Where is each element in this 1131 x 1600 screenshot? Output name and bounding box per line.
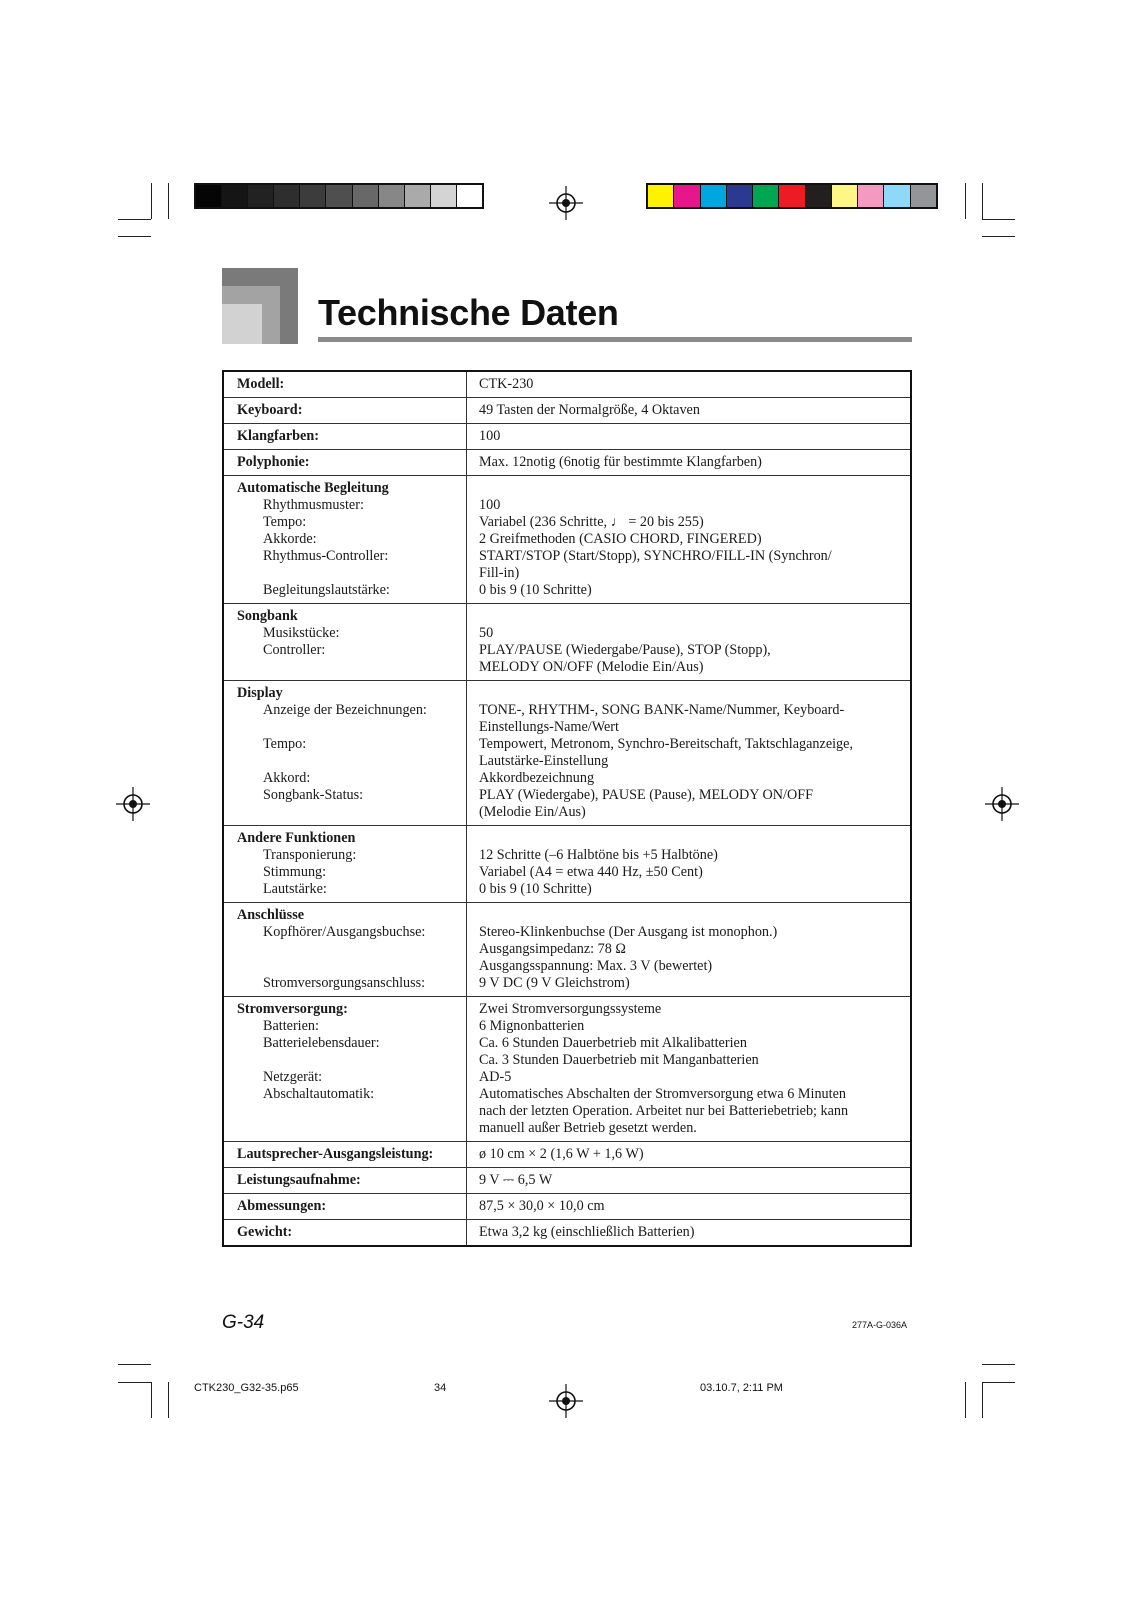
spec-sublabel: Tempo:	[263, 514, 307, 530]
spec-value-cell	[467, 450, 912, 476]
spec-category: Abmessungen:	[237, 1198, 327, 1214]
spec-value: (Melodie Ein/Aus)	[479, 804, 586, 820]
spec-value-cell	[467, 604, 912, 681]
spec-category: Gewicht:	[237, 1224, 293, 1240]
spec-value-cell	[467, 1168, 912, 1194]
spec-value: Variabel (A4 = etwa 440 Hz, ±50 Cent)	[479, 864, 703, 880]
table-row	[223, 450, 911, 476]
spec-value: Ca. 3 Stunden Dauerbetrieb mit Manganbatterien	[479, 1052, 759, 1068]
spec-label-cell	[223, 1194, 467, 1220]
spec-sublabel: Musikstücke:	[263, 625, 340, 641]
spec-value: 2 Greifmethoden (CASIO CHORD, FINGERED)	[479, 531, 762, 547]
color-swatch	[673, 185, 699, 207]
spec-value: Ca. 6 Stunden Dauerbetrieb mit Alkalibatterien	[479, 1035, 747, 1051]
spec-value	[479, 830, 904, 847]
spec-value	[479, 907, 904, 924]
spec-value: 100	[479, 497, 501, 513]
color-swatch	[752, 185, 778, 207]
spec-sublabel: Akkord:	[263, 770, 311, 786]
spec-category: Songbank	[237, 608, 298, 624]
table-row	[223, 604, 911, 681]
spec-value: Automatisches Abschalten der Stromversorgung etwa 6 Minuten	[479, 1086, 846, 1102]
color-swatch	[700, 185, 726, 207]
spec-sublabel: Kopfhörer/Ausgangsbuchse:	[263, 924, 426, 940]
spec-value: ø 10 cm × 2 (1,6 W + 1,6 W)	[479, 1146, 644, 1162]
spec-value: Stereo-Klinkenbuchse (Der Ausgang ist monophon.)	[479, 924, 778, 940]
slug-date: 03.10.7, 2:11 PM	[700, 1382, 783, 1394]
spec-sublabel: Batterielebensdauer:	[263, 1035, 380, 1051]
color-bar	[646, 183, 938, 209]
spec-category: Anschlüsse	[237, 907, 305, 923]
color-swatch	[857, 185, 883, 207]
color-swatch	[726, 185, 752, 207]
page-number: G-34	[222, 1312, 265, 1333]
spec-sublabel	[237, 719, 460, 736]
spec-sublabel: Abschaltautomatik:	[263, 1086, 375, 1102]
spec-category: Automatische Begleitung	[237, 480, 389, 496]
spec-category: Andere Funktionen	[237, 830, 356, 846]
registration-mark-icon	[116, 787, 150, 821]
spec-value: Max. 12notig (6notig für bestimmte Klangfarben)	[479, 454, 762, 470]
color-swatch	[910, 185, 936, 207]
table-row	[223, 681, 911, 826]
spec-category: Lautsprecher-Ausgangsleistung:	[237, 1146, 434, 1162]
slug-filename: CTK230_G32-35.p65	[194, 1382, 299, 1394]
color-swatch	[831, 185, 857, 207]
spec-label-cell	[223, 450, 467, 476]
spec-value: AD-5	[479, 1069, 512, 1085]
spec-label-cell	[223, 424, 467, 450]
table-row	[223, 1168, 911, 1194]
table-row	[223, 371, 911, 398]
spec-value: Tempowert, Metronom, Synchro-Bereitschaft, Taktschlaganzeige,	[479, 736, 853, 752]
spec-value: Etwa 3,2 kg (einschließlich Batterien)	[479, 1224, 695, 1240]
color-swatch	[883, 185, 909, 207]
spec-value: 9 V ⎓ 6,5 W	[479, 1172, 553, 1188]
spec-sublabel: Begleitungslautstärke:	[263, 582, 390, 598]
grayscale-swatch	[430, 185, 456, 207]
spec-sublabel: Transponierung:	[263, 847, 357, 863]
spec-label-cell	[223, 476, 467, 604]
spec-sublabel: Akkorde:	[263, 531, 317, 547]
grayscale-swatch	[456, 185, 482, 207]
spec-sublabel: Lautstärke:	[263, 881, 327, 897]
spec-value-cell	[467, 371, 912, 398]
spec-value-cell	[467, 1194, 912, 1220]
spec-category: Polyphonie:	[237, 454, 310, 470]
spec-sublabel: Stromversorgungsanschluss:	[263, 975, 426, 991]
spec-sublabel: Stimmung:	[263, 864, 327, 880]
grayscale-swatch	[247, 185, 273, 207]
spec-value	[479, 480, 904, 497]
spec-value: Ausgangsimpedanz: 78 Ω	[479, 941, 626, 957]
table-row	[223, 997, 911, 1142]
spec-value-cell	[467, 424, 912, 450]
spec-value: Ausgangsspannung: Max. 3 V (bewertet)	[479, 958, 713, 974]
spec-sublabel: Tempo:	[263, 736, 307, 752]
grayscale-bar	[194, 183, 484, 209]
spec-label-cell	[223, 903, 467, 997]
spec-value: PLAY/PAUSE (Wiedergabe/Pause), STOP (Stopp),	[479, 642, 771, 658]
spec-value-cell	[467, 826, 912, 903]
spec-value-cell	[467, 1220, 912, 1247]
document-code: 277A-G-036A	[852, 1320, 908, 1330]
grayscale-swatch	[221, 185, 247, 207]
title-underline	[318, 337, 912, 342]
registration-mark-icon	[549, 186, 583, 220]
spec-label-cell	[223, 997, 467, 1142]
spec-value: START/STOP (Start/Stopp), SYNCHRO/FILL-IN (Synchron/	[479, 548, 832, 564]
spec-category: Leistungsaufnahme:	[237, 1172, 361, 1188]
spec-value	[479, 685, 904, 702]
table-row	[223, 903, 911, 997]
grayscale-swatch	[325, 185, 351, 207]
spec-sublabel: Netzgerät:	[263, 1069, 323, 1085]
spec-value: Lautstärke-Einstellung	[479, 753, 609, 769]
grayscale-swatch	[196, 185, 221, 207]
table-row	[223, 1194, 911, 1220]
spec-sublabel: Rhythmusmuster:	[263, 497, 364, 513]
spec-sublabel: Batterien:	[263, 1018, 319, 1034]
spec-sublabel: Rhythmus-Controller:	[263, 548, 389, 564]
spec-value: Akkordbezeichnung	[479, 770, 595, 786]
spec-value: nach der letzten Operation. Arbeitet nur bei Batteriebetrieb; kann	[479, 1103, 849, 1119]
spec-value: Einstellungs-Name/Wert	[479, 719, 619, 735]
spec-sublabel	[237, 941, 460, 958]
spec-sublabel: Anzeige der Bezeichnungen:	[263, 702, 427, 718]
spec-value: 0 bis 9 (10 Schritte)	[479, 582, 592, 598]
spec-value: CTK-230	[479, 376, 534, 392]
color-swatch	[778, 185, 804, 207]
table-row	[223, 476, 911, 604]
spec-value: MELODY ON/OFF (Melodie Ein/Aus)	[479, 659, 704, 675]
spec-label-cell	[223, 826, 467, 903]
spec-value	[479, 608, 904, 625]
spec-label-cell	[223, 1220, 467, 1247]
spec-sublabel: Songbank-Status:	[263, 787, 364, 803]
spec-value: 9 V DC (9 V Gleichstrom)	[479, 975, 630, 991]
spec-value: Zwei Stromversorgungssysteme	[479, 1001, 662, 1017]
spec-value: 0 bis 9 (10 Schritte)	[479, 881, 592, 897]
spec-value: 12 Schritte (–6 Halbtöne bis +5 Halbtöne)	[479, 847, 718, 863]
spec-value-cell	[467, 903, 912, 997]
table-row	[223, 398, 911, 424]
table-row	[223, 1220, 911, 1247]
spec-value: Variabel (236 Schritte, ♩ = 20 bis 255)	[479, 514, 704, 530]
spec-value: 87,5 × 30,0 × 10,0 cm	[479, 1198, 605, 1214]
spec-sublabel: Controller:	[263, 642, 326, 658]
page-title: Technische Daten	[318, 292, 619, 333]
spec-value: manuell außer Betrieb gesetzt werden.	[479, 1120, 697, 1136]
spec-category: Display	[237, 685, 283, 701]
spec-value-cell	[467, 1142, 912, 1168]
spec-sublabel	[237, 958, 460, 975]
spec-value: TONE-, RHYTHM-, SONG BANK-Name/Nummer, Keyboard-	[479, 702, 845, 718]
spec-label-cell	[223, 681, 467, 826]
spec-sublabel	[237, 753, 460, 770]
table-row	[223, 826, 911, 903]
spec-label-cell	[223, 371, 467, 398]
spec-sublabel	[237, 1103, 460, 1120]
spec-value-cell	[467, 681, 912, 826]
grayscale-swatch	[404, 185, 430, 207]
table-row	[223, 1142, 911, 1168]
spec-value-cell	[467, 476, 912, 604]
spec-sublabel	[237, 1052, 460, 1069]
spec-value: Fill-in)	[479, 565, 520, 581]
spec-category: Klangfarben:	[237, 428, 319, 444]
specifications-table	[222, 370, 912, 1247]
spec-sublabel	[237, 1120, 460, 1137]
spec-value-cell	[467, 997, 912, 1142]
spec-category: Modell:	[237, 376, 285, 392]
spec-value: 100	[479, 428, 501, 444]
spec-label-cell	[223, 1142, 467, 1168]
grayscale-swatch	[299, 185, 325, 207]
registration-mark-icon	[985, 787, 1019, 821]
spec-value: 49 Tasten der Normalgröße, 4 Oktaven	[479, 402, 700, 418]
spec-category: Keyboard:	[237, 402, 303, 418]
spec-value: 50	[479, 625, 494, 641]
grayscale-swatch	[352, 185, 378, 207]
grayscale-swatch	[273, 185, 299, 207]
color-swatch	[805, 185, 831, 207]
spec-category: Stromversorgung:	[237, 1001, 348, 1017]
registration-mark-icon	[549, 1384, 583, 1418]
slug-page: 34	[434, 1382, 447, 1394]
grayscale-swatch	[378, 185, 404, 207]
spec-value: PLAY (Wiedergabe), PAUSE (Pause), MELODY ON/OFF	[479, 787, 813, 803]
spec-value: 6 Mignonbatterien	[479, 1018, 585, 1034]
spec-label-cell	[223, 1168, 467, 1194]
table-row	[223, 424, 911, 450]
spec-label-cell	[223, 398, 467, 424]
color-swatch	[648, 185, 673, 207]
spec-sublabel	[237, 565, 460, 582]
spec-label-cell	[223, 604, 467, 681]
spec-value-cell	[467, 398, 912, 424]
spec-sublabel	[237, 804, 460, 821]
spec-sublabel	[237, 659, 460, 676]
